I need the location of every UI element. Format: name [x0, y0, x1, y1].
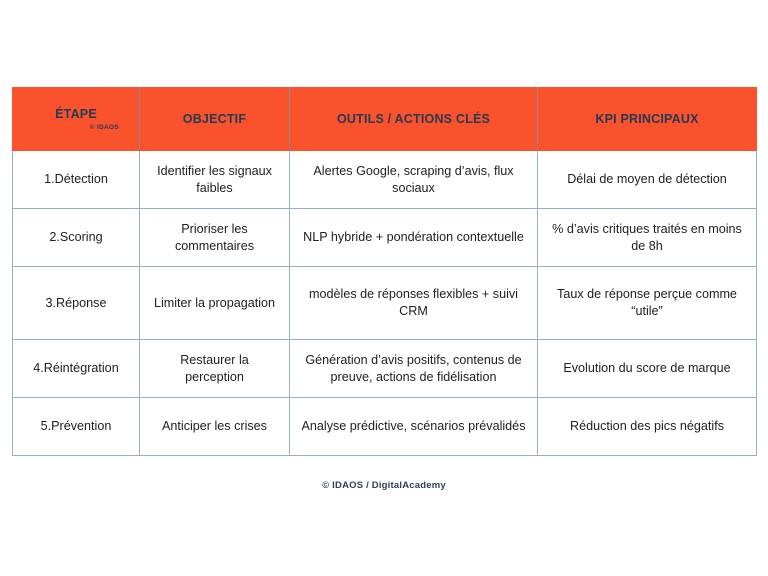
cell-kpi: Evolution du score de marque: [538, 340, 757, 398]
column-header-kpi: [538, 88, 757, 151]
table-row: [13, 398, 757, 456]
cell-outils: Alertes Google, scraping d’avis, flux sociaux: [290, 151, 538, 209]
cell-outils: Analyse prédictive, scénarios prévalidés: [290, 398, 538, 456]
idaos-watermark: © IDAOS: [89, 123, 119, 131]
cell-etape: 4.Réintégration: [13, 340, 140, 398]
column-header-etape-label: ÉTAPE: [55, 106, 97, 121]
column-header-etape: [13, 88, 140, 151]
cell-objectif: Identifier les signaux faibles: [140, 151, 290, 209]
table-row: [13, 340, 757, 398]
table-row: [13, 267, 757, 340]
table-header-row: [13, 88, 757, 151]
process-matrix-table: [12, 87, 757, 456]
table-row: [13, 209, 757, 267]
table-body: [13, 151, 757, 456]
cell-outils: modèles de réponses flexibles + suivi CRM: [290, 267, 538, 340]
cell-kpi: Délai de moyen de détection: [538, 151, 757, 209]
cell-etape: 2.Scoring: [13, 209, 140, 267]
cell-objectif: Prioriser les commentaires: [140, 209, 290, 267]
column-header-outils-label: OUTILS / ACTIONS CLÉS: [336, 111, 491, 126]
cell-objectif: Limiter la propagation: [140, 267, 290, 340]
table-row: [13, 151, 757, 209]
cell-kpi: Taux de réponse perçue comme “utile”: [538, 267, 757, 340]
table-header: [13, 88, 757, 151]
cell-kpi: % d’avis critiques traités en moins de 8h: [538, 209, 757, 267]
column-header-outils: [290, 88, 538, 151]
column-header-objectif-label: OBJECTIF: [182, 111, 247, 126]
cell-objectif: Restaurer la perception: [140, 340, 290, 398]
cell-etape: 3.Réponse: [13, 267, 140, 340]
cell-etape: 5.Prévention: [13, 398, 140, 456]
cell-etape: 1.Détection: [13, 151, 140, 209]
column-header-kpi-label: KPI PRINCIPAUX: [595, 111, 699, 126]
cell-objectif: Anticiper les crises: [140, 398, 290, 456]
column-header-objectif: [140, 88, 290, 151]
cell-outils: NLP hybride + pondération contextuelle: [290, 209, 538, 267]
matrix-table-container: [12, 87, 756, 456]
cell-kpi: Réduction des pics négatifs: [538, 398, 757, 456]
footer-credit: © IDAOS / DigitalAcademy: [322, 480, 446, 491]
cell-outils: Génération d’avis positifs, contenus de preuve, actions de fidélisation: [290, 340, 538, 398]
